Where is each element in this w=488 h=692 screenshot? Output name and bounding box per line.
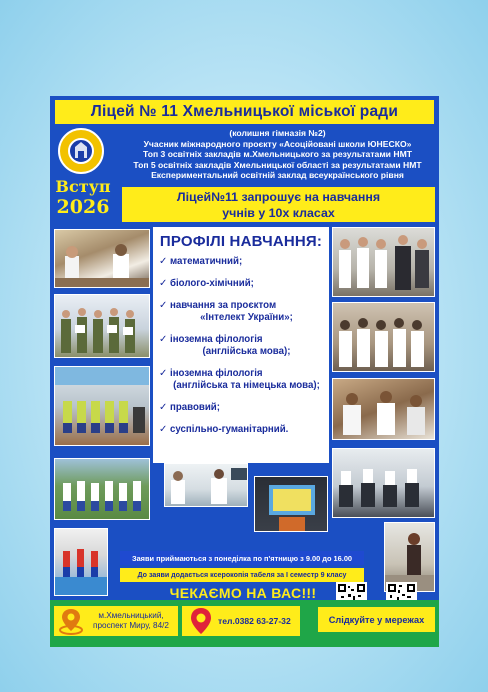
unesco-school-emblem-icon [58, 128, 104, 174]
profile-label: біолого-хімічний; [170, 278, 254, 289]
profile-item [159, 368, 323, 392]
poster [50, 96, 439, 647]
photo-sports-competition [54, 528, 108, 596]
profile-label: суспільно-гуманітарний. [170, 424, 289, 435]
vstup-year: 2026 [56, 196, 110, 218]
address-box [54, 606, 178, 636]
check-icon: ✓ [159, 368, 168, 379]
photo-doctors-lecture [164, 463, 248, 507]
poster-title: Ліцей № 11 Хмельницької міської ради [55, 100, 434, 124]
documents-note: До заяви додається ксерокопія табеля за І семестр 9 класу [120, 568, 364, 582]
info-line: (колишня гімназія №2) [229, 128, 326, 138]
check-icon: ✓ [159, 278, 168, 289]
check-icon: ✓ [159, 424, 168, 435]
photo-students-group [332, 302, 435, 372]
location-pin-icon [186, 606, 216, 636]
profile-line: іноземна філологія [170, 368, 263, 379]
invite-line: учнів у 10х класах [222, 205, 335, 220]
profile-line: навчання за проєктом [170, 300, 277, 311]
study-profiles-panel [153, 227, 329, 463]
info-line: Експериментальний освітній заклад всеукраїнського рівня [151, 170, 404, 181]
applications-schedule: Заяви приймаються з понеділка по п'ятницю з 9.00 до 16.00 [120, 551, 364, 565]
check-icon: ✓ [159, 334, 168, 345]
invite-line: Ліцей№11 запрошує на навчання [176, 189, 381, 204]
photo-students-classroom [54, 229, 150, 288]
photo-computer-class [332, 448, 435, 518]
profile-item [159, 334, 323, 358]
address-line: м.Хмельницький, [98, 611, 164, 620]
check-icon: ✓ [159, 256, 168, 267]
profile-label [170, 334, 323, 358]
check-icon: ✓ [159, 300, 168, 311]
address-line: проспект Миру, 84/2 [93, 621, 169, 630]
profile-item [159, 424, 323, 436]
profile-sub-line: (англійська та німецька мова); [173, 380, 320, 391]
admission-year-label [52, 176, 114, 218]
photo-students-certificates [54, 294, 150, 358]
map-pin-icon [58, 606, 84, 636]
profile-label [170, 368, 323, 392]
photo-sports-team [54, 366, 150, 446]
photo-interactive-board [254, 476, 328, 532]
social-follow-label: Слідкуйте у мережах [318, 607, 435, 632]
profile-sub-line: (англійська мова); [202, 346, 291, 357]
phone-number: тел.0382 63-27-32 [218, 616, 291, 626]
profile-sub-line: «Інтелект України»; [200, 312, 293, 323]
school-info [120, 128, 435, 181]
vstup-word: Вступ [55, 177, 111, 196]
profile-label: правовий; [170, 402, 220, 413]
profile-item [159, 278, 323, 290]
invitation-banner [122, 187, 435, 222]
info-line: Топ 3 освітніх закладів м.Хмельницького за результатами НМТ [143, 149, 412, 160]
photo-graduates-awards [332, 227, 435, 297]
profile-label: математичний; [170, 256, 243, 267]
check-icon: ✓ [159, 402, 168, 413]
profile-line: іноземна філологія [170, 334, 263, 345]
profile-item [159, 256, 323, 268]
profile-label [170, 300, 323, 324]
profile-item [159, 300, 323, 324]
info-line: Топ 5 освітніх закладів Хмельницької області за результатами НМТ [133, 159, 422, 170]
profile-item [159, 402, 323, 414]
info-line: Учасник міжнародного проєкту «Асоційовані школи ЮНЕСКО» [143, 138, 412, 149]
photo-students-outdoor [54, 458, 150, 520]
photo-students-lesson [332, 378, 435, 440]
address-text [84, 606, 178, 636]
phone-box [182, 606, 300, 636]
profiles-heading: ПРОФІЛІ НАВЧАННЯ: [159, 233, 323, 250]
waiting-slogan: ЧЕКАЄМО НА ВАС!!! [169, 585, 317, 601]
